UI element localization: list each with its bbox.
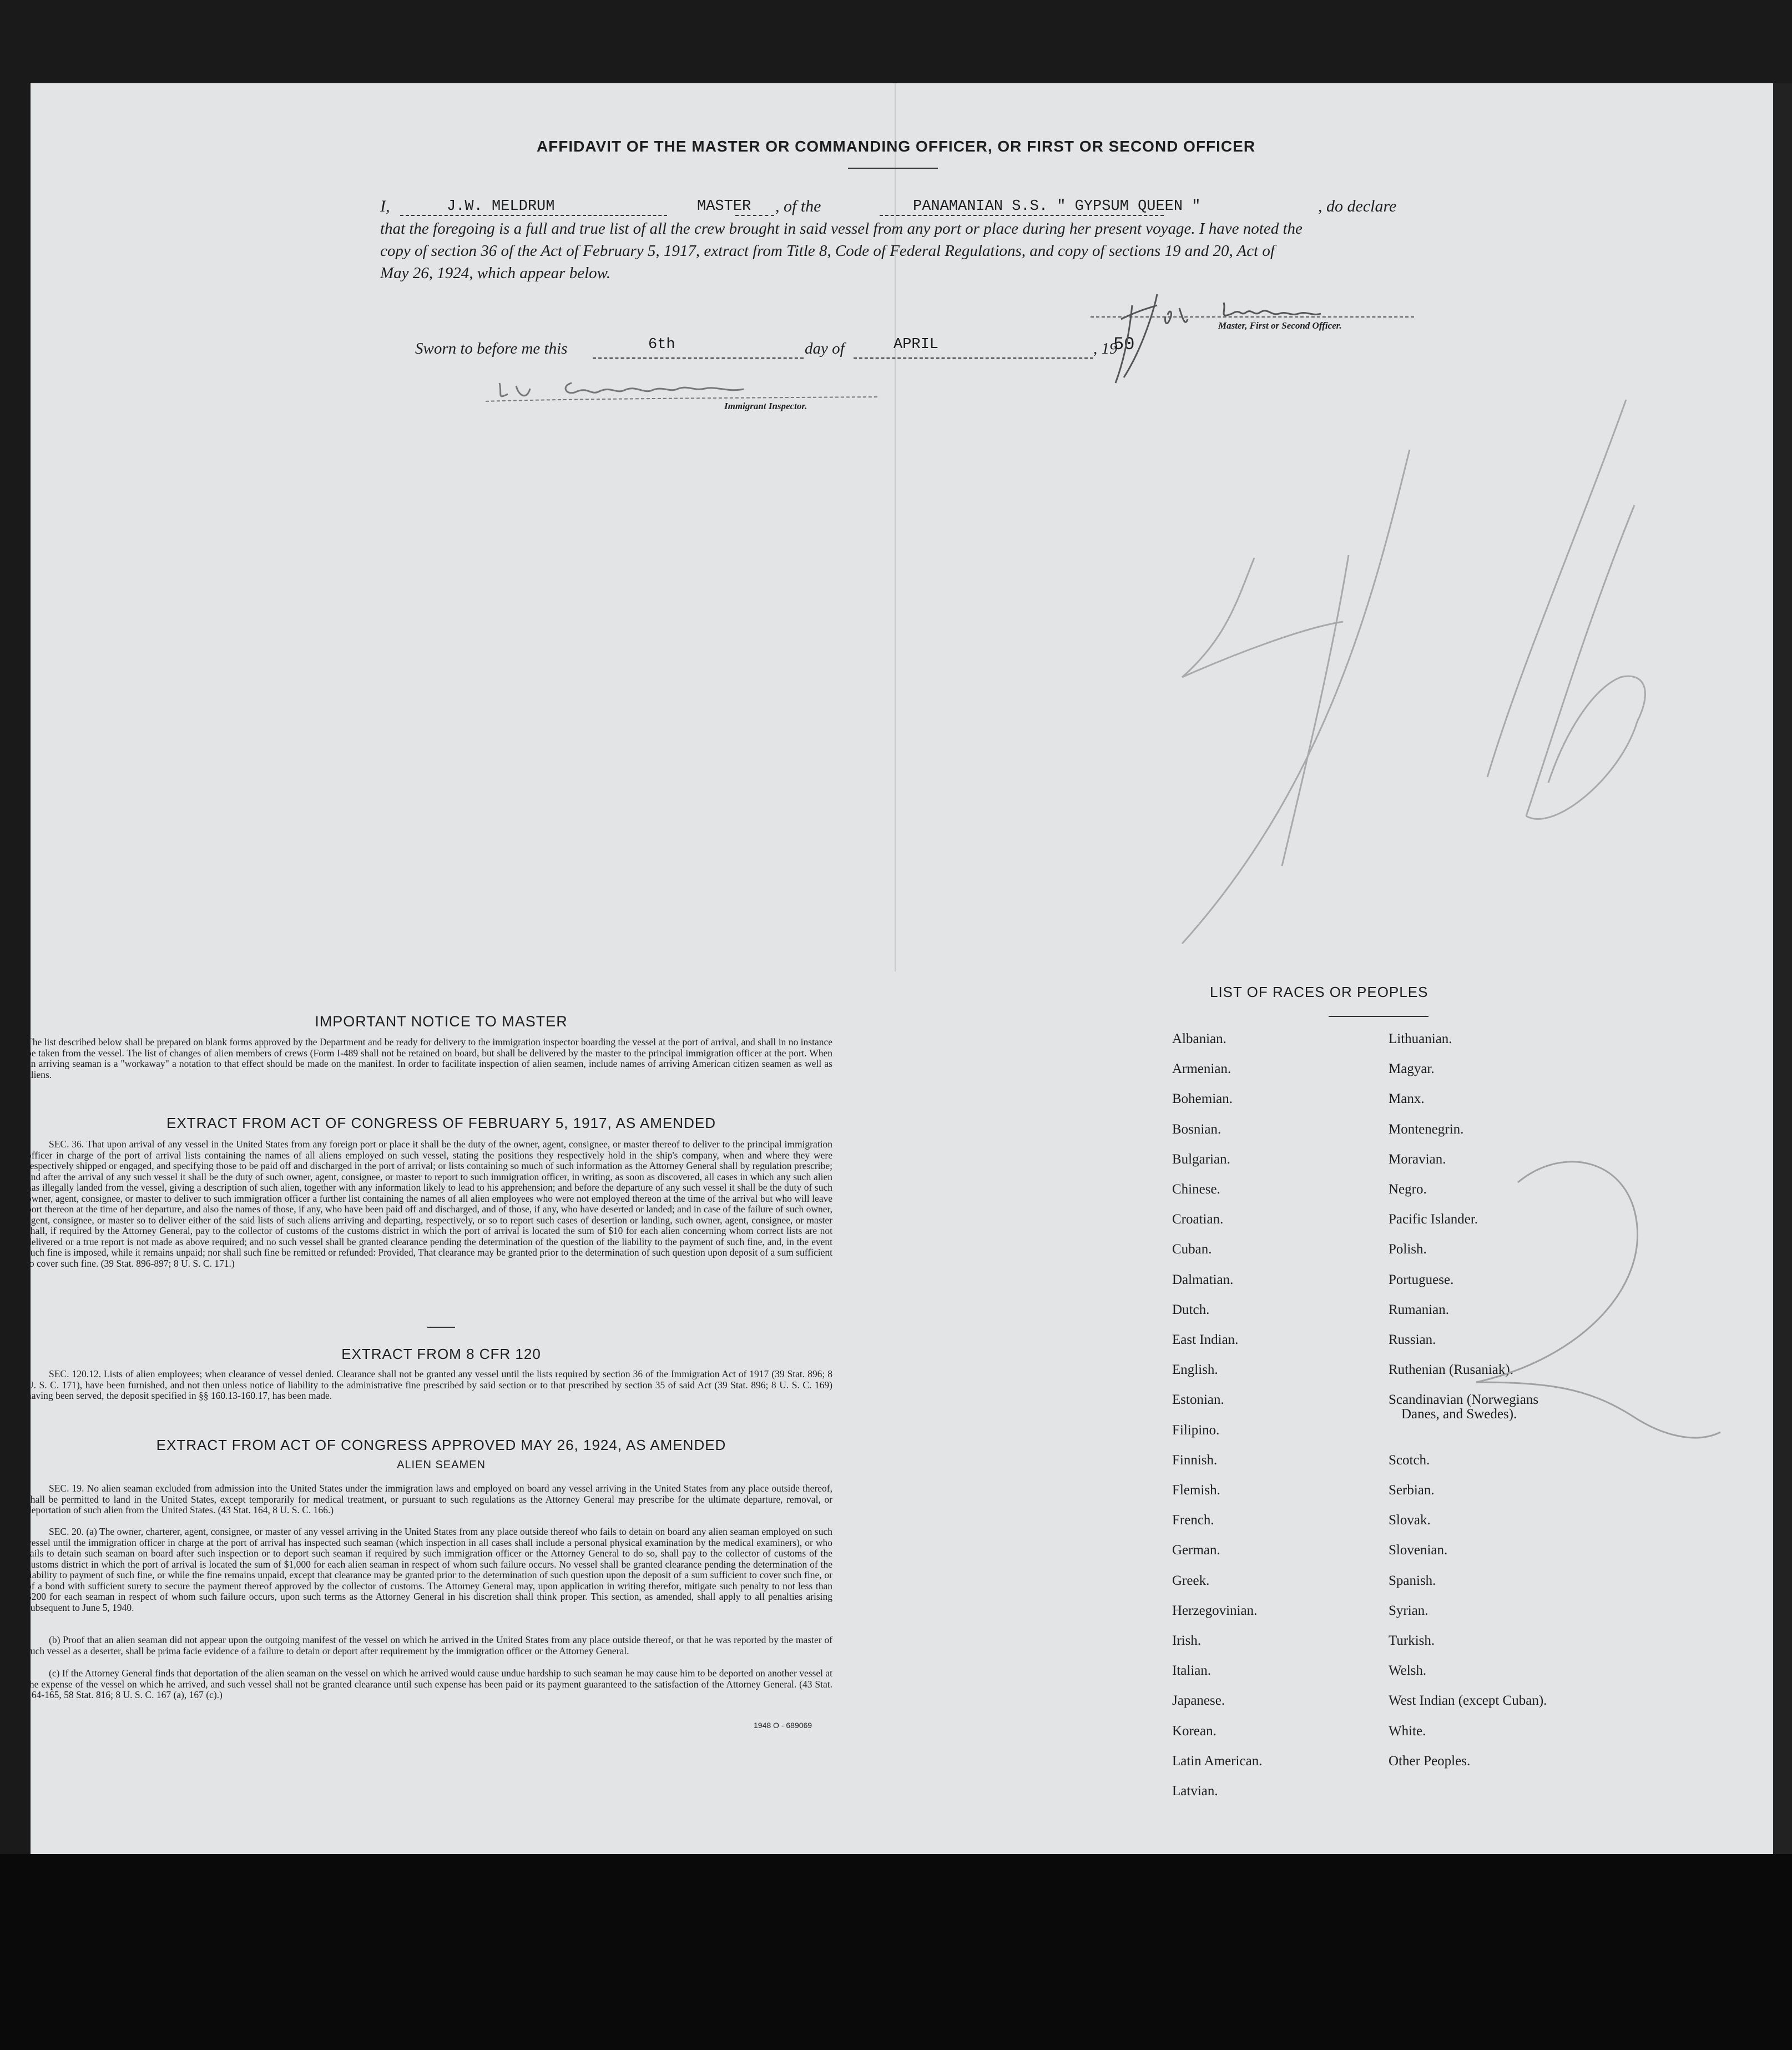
year-prefix: , 19 <box>1093 340 1118 357</box>
declaration-line-2: that the foregoing is a full and true list of all the crew brought in said vessel from any port or place during her present voyage. I have noted the <box>380 220 1303 238</box>
race-item: Greek. <box>1172 1573 1210 1588</box>
inspector-signature-image <box>483 375 882 408</box>
race-item: Filipino. <box>1172 1422 1220 1438</box>
races-divider <box>1329 1016 1428 1017</box>
year-field: 50 <box>1113 334 1135 355</box>
race-item: Portuguese. <box>1389 1272 1454 1287</box>
race-item: Turkish. <box>1389 1633 1435 1648</box>
inspector-signature-caption: Immigrant Inspector. <box>724 401 807 411</box>
scan-background <box>0 1854 1792 2050</box>
race-item: Italian. <box>1172 1663 1212 1679</box>
race-item: Bulgarian. <box>1172 1151 1230 1167</box>
month-blank <box>854 357 1093 359</box>
race-item: German. <box>1172 1543 1220 1558</box>
race-item: West Indian (except Cuban). <box>1389 1693 1547 1709</box>
declaration-line <box>380 197 1418 219</box>
race-item: Serbian. <box>1389 1483 1435 1498</box>
race-item: Polish. <box>1389 1242 1427 1257</box>
rank-blank <box>583 215 667 216</box>
master-name-field: J.W. MELDRUM <box>447 198 555 215</box>
notice-body: The list described below shall be prepared on blank forms approved by the Department and be ready for delivery to the immigration inspector boarding the vessel at the port of arrival, and shall in no instance be taken from the vessel. The list of changes of alien members of crews (Form I-489 shall not be retained on board, but shall be delivered by the master to the principal immigration officer at the port. When an arriving seaman is a "workaway" a notation to that effect should be made on the manifest. In order to facilitate inspection of alien seamen, include names of arriving American citizen seamen as well as aliens. <box>27 1036 832 1080</box>
race-item: Lithuanian. <box>1389 1031 1452 1046</box>
of-the-text: , of the <box>775 197 821 215</box>
declaration-line-3: copy of section 36 of the Act of February 5, 1917, extract from Title 8, Code of Federal Regulations, and copy of sections 19 and 20, Act of <box>380 242 1275 260</box>
race-item: Bohemian. <box>1172 1091 1233 1107</box>
race-item: Ruthenian (Rusaniak). <box>1389 1362 1513 1378</box>
race-item: Latin American. <box>1172 1753 1263 1769</box>
do-declare-text: , do declare <box>1318 197 1397 215</box>
race-item: Finnish. <box>1172 1452 1218 1468</box>
day-field: 6th <box>648 336 675 353</box>
rank-field: MASTER <box>697 198 751 215</box>
race-item: English. <box>1172 1362 1218 1378</box>
month-field: APRIL <box>894 336 939 353</box>
race-item: East Indian. <box>1172 1332 1239 1347</box>
race-item: Russian. <box>1389 1332 1436 1347</box>
day-of-text: day of <box>805 340 845 357</box>
master-signature-image <box>1104 286 1360 386</box>
name-blank <box>400 215 580 216</box>
margin-number-image <box>1465 1149 1732 1449</box>
race-item: Estonian. <box>1172 1392 1224 1408</box>
race-item: Slovenian. <box>1389 1543 1448 1558</box>
race-item: Negro. <box>1389 1182 1427 1197</box>
handwritten-number-image <box>1165 389 1665 944</box>
extract3-sec20c: (c) If the Attorney General finds that deportation of the alien seaman on the vessel on which he arrived would cause undue hardship to such seaman he may cause him to be deported on another vessel at the expense of the vessel on which he arrived, and such vessel shall not be granted clearance until such expense has been paid or its payment guaranteed to the satisfaction of the Attorney General. (43 Stat. 164-165, 58 Stat. 816; 8 U. S. C. 167 (a), 167 (c).) <box>27 1668 832 1700</box>
race-item: Pacific Islander. <box>1389 1212 1478 1227</box>
vessel-blank <box>880 215 1164 216</box>
race-item: Bosnian. <box>1172 1121 1221 1137</box>
race-item: Other Peoples. <box>1389 1753 1471 1769</box>
declaration-i: I, <box>380 197 390 215</box>
sworn-line <box>415 334 1137 362</box>
race-item: Flemish. <box>1172 1483 1220 1498</box>
sworn-text: Sworn to before me this <box>415 340 568 357</box>
vessel-field: PANAMANIAN S.S. " GYPSUM QUEEN " <box>913 198 1201 215</box>
race-item: Cuban. <box>1172 1242 1212 1257</box>
race-item: Manx. <box>1389 1091 1425 1107</box>
races-title: LIST OF RACES OR PEOPLES <box>1210 984 1428 1000</box>
race-item: Croatian. <box>1172 1212 1224 1227</box>
race-item: Japanese. <box>1172 1693 1225 1709</box>
affidavit-title: AFFIDAVIT OF THE MASTER OR COMMANDING OFFICER, OR FIRST OR SECOND OFFICER <box>536 138 1256 155</box>
race-item: Rumanian. <box>1389 1302 1450 1317</box>
extract1-body: SEC. 36. That upon arrival of any vessel in the United States from any foreign port or place it shall be the duty of the owner, agent, consignee, or master thereof to deliver to the principal immigration officer in charge of the port of arrival lists containing the names of all aliens employed on such vessel, stating the positions they respectively hold in the ship's company, when and where they were respectively shipped or engaged, and specifying those to be paid off and discharged in the port of arrival; or lists containing so much of such information as the Attorney General shall by regulation prescribe; and after the arrival of any such vessel it shall be the duty of such owner, agent, consignee, or master to report to such immigration officer, in writing, as soon as discovered, all cases in which any such alien has illegally landed from the vessel, giving a description of such alien, together with any information likely to lead to his apprehension; and before the departure of any such vessel it shall be the duty of such owner, agent, consignee, or master to deliver to such immigration officer a further list containing the names of all alien employees who were not employed thereon at the time of the arrival but who will leave port thereon at the time of her departure, and also the names of those, if any, who have been paid off and discharged, and of those, if any, who have deserted or landed; and in case of the failure of such owner, agent, consignee, or master so to deliver either of the said lists of such aliens arriving and departing, respectively, or so to report such cases of desertion or landing, such owner, agent, consignee, or master shall, if required by the Attorney General, pay to the collector of customs of the customs district in which the port of arrival is located the sum of $10 for each alien concerning whom correct lists are not delivered or a true report is not made as above required; and no such vessel shall be granted clearance pending the determination of the question of the liability to the payment of such fine, and, in the event such fine is imposed, while it remains unpaid; nor shall such fine be remitted or refunded: Provided, That clearance may be granted prior to the determination of such question upon deposit of a sum sufficient to cover such fine. (39 Stat. 896-897; 8 U. S. C. 171.) <box>27 1139 832 1269</box>
race-item: Herzegovinian. <box>1172 1603 1258 1618</box>
race-item: Spanish. <box>1389 1573 1436 1588</box>
day-blank <box>593 357 804 359</box>
race-item: Welsh. <box>1389 1663 1427 1679</box>
section-divider <box>427 1327 455 1328</box>
notice-title: IMPORTANT NOTICE TO MASTER <box>315 1013 568 1030</box>
race-item: Slovak. <box>1389 1513 1431 1528</box>
year-pen-stroke <box>1107 300 1140 389</box>
extract3-subtitle: ALIEN SEAMEN <box>397 1459 486 1471</box>
race-item: Latvian. <box>1172 1784 1218 1799</box>
race-item: Scotch. <box>1389 1452 1430 1468</box>
master-signature-caption: Master, First or Second Officer. <box>1218 320 1342 331</box>
race-item: Danes, and Swedes). <box>1401 1407 1517 1422</box>
race-item: Chinese. <box>1172 1182 1220 1197</box>
extract3-sec20b: (b) Proof that an alien seaman did not appear upon the outgoing manifest of the vessel on which he arrived in the United States from any place outside thereof, or that he was reported by the master of such vessel as a deserter, shall be prima facie evidence of a failure to detain or deport after requirement by the immigration officer or the Attorney General. <box>27 1634 832 1656</box>
extract2-body: SEC. 120.12. Lists of alien employees; when clearance of vessel denied. Clearance shall not be granted any vessel until the lists required by section 36 of the Immigration Act of 1917 (39 Stat. 896; 8 U. S. C. 171), have been furnished, and not then unless notice of liability to the administrative fine prescribed by said section or to that prescribed by section 35 of said Act (39 Stat. 896; 8 U. S. C. 169) having been served, the deposit specified in §§ 160.13-160.17, has been made. <box>27 1368 832 1401</box>
rank-blank-end <box>735 215 774 216</box>
race-item: Dutch. <box>1172 1302 1210 1317</box>
print-code: 1948 O - 689069 <box>754 1721 812 1730</box>
race-item: Syrian. <box>1389 1603 1428 1618</box>
extract3-title: EXTRACT FROM ACT OF CONGRESS APPROVED MAY 26, 1924, AS AMENDED <box>156 1437 726 1453</box>
race-item: Dalmatian. <box>1172 1272 1234 1287</box>
race-item: Moravian. <box>1389 1151 1446 1167</box>
race-item: French. <box>1172 1513 1214 1528</box>
race-item: Armenian. <box>1172 1061 1231 1077</box>
scan-edge <box>1773 83 1792 1860</box>
race-item: White. <box>1389 1723 1426 1739</box>
race-item: Albanian. <box>1172 1031 1226 1046</box>
race-item: Montenegrin. <box>1389 1121 1464 1137</box>
race-item: Irish. <box>1172 1633 1202 1648</box>
race-item: Korean. <box>1172 1723 1216 1739</box>
race-item: Scandinavian (Norwegians <box>1389 1392 1539 1408</box>
extract3-sec20a: SEC. 20. (a) The owner, charterer, agent, consignee, or master of any vessel arriving in the United States from any place outside thereof who fails to detain on board any alien seaman employed on such vessel until the immigration officer in charge at the port of arrival has inspected such seaman (which inspection in all cases shall include a personal physical examination by the medical examiners), or who fails to detain such seaman on board after such inspection or to deport such seaman if required by such immigration officer or the Attorney General to do so, shall pay to the collector of customs of the customs district in which the port of arrival is located the sum of $1,000 for each alien seaman in respect of whom such failure occurs. No vessel shall be granted clearance pending the determination of the liability to payment of such fine, or while the fine remains unpaid, except that clearance may be granted prior to the determination of such question upon the deposit of a sum sufficient to cover such fine, or of a bond with sufficient surety to secure the payment thereof approved by the collector of customs. The Attorney General may, upon application in writing therefor, mitigate such penalty to not less than $200 for each seaman in respect of whom such failure occurs, upon such terms as the Attorney General in his discretion shall think proper. This section, as amended, shall apply to all penalties arising subsequent to June 5, 1940. <box>27 1526 832 1613</box>
extract2-title: EXTRACT FROM 8 CFR 120 <box>341 1346 541 1362</box>
declaration-line-4: May 26, 1924, which appear below. <box>380 264 611 282</box>
extract3-sec19: SEC. 19. No alien seaman excluded from admission into the United States under the immigration laws and employed on board any vessel arriving in the United States from any place outside thereof, shall be permitted to land in the United States, except temporarily for medical treatment, or pursuant to such regulations as the Attorney General may prescribe for the ultimate departure, removal, or deportation of such alien from the United States. (43 Stat. 164, 8 U. S. C. 166.) <box>27 1483 832 1515</box>
extract1-title: EXTRACT FROM ACT OF CONGRESS OF FEBRUARY 5, 1917, AS AMENDED <box>166 1115 716 1131</box>
title-divider <box>848 168 938 169</box>
race-item: Magyar. <box>1389 1061 1435 1077</box>
